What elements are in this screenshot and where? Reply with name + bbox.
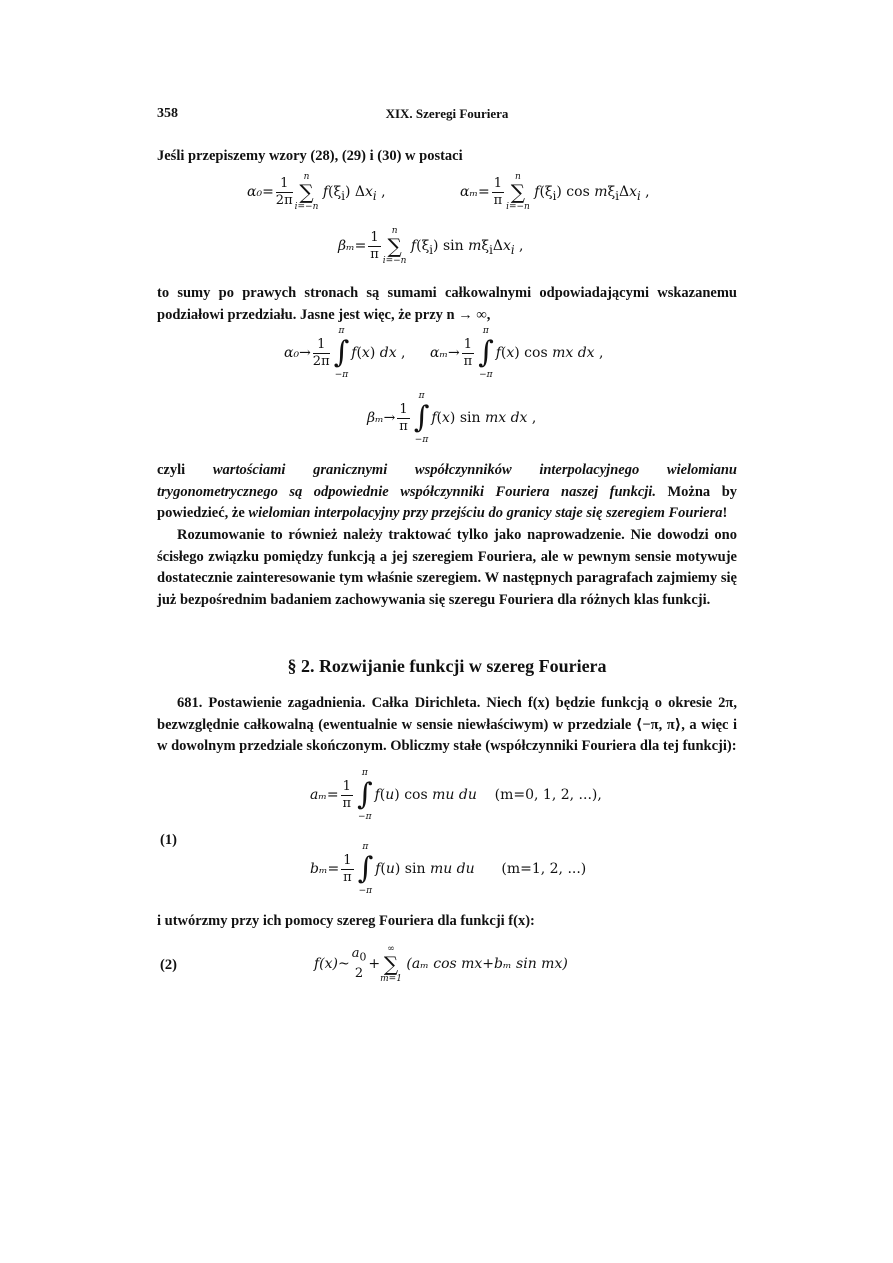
- betam-lhs: βₘ=: [338, 238, 367, 254]
- formula-fourier-series: f(x)~ $a_0$ 2 + ∞ ∑ m=1 (aₘ cos mx+bₘ sin mx): [314, 944, 568, 984]
- series-rhs: (aₘ cos mx+bₘ sin mx): [406, 956, 568, 972]
- bm-condition: (m=1, 2, ...): [501, 861, 587, 877]
- bm-lhs: bₘ=: [310, 861, 340, 877]
- p681-heading: 681. Postawienie zagadnienia. Całka Dirichleta.: [177, 695, 481, 711]
- section-title: § 2. Rozwijanie funkcji w szereg Fouriera: [287, 656, 607, 676]
- intro-paragraph: Jeśli przepiszemy wzory (28), (29) i (30) w postaci: [157, 148, 463, 164]
- page-header: [157, 106, 737, 126]
- running-title: XIX. Szeregi Fouriera: [385, 106, 509, 121]
- betam-arrow: βₘ→: [367, 410, 396, 426]
- page-number: 358: [157, 106, 178, 121]
- eq2-label: (2): [160, 957, 177, 973]
- series-lhs: f(x)~: [314, 956, 350, 972]
- am-lhs: aₘ=: [310, 787, 339, 803]
- rozumowanie-paragraph: Rozumowanie to również należy traktować tylko jako naprowadzenie. Nie dowodzi ono ścisłego związku pomiędzy funkcją a jej szeregiem Fouriera, ale w pewnym sensie motywuje dostatecznie zainteresowanie tym właśnie szeregiem. W następnych paragrafach zajmiemy się już bezpośrednim badaniem zachowywania się szeregu Fouriera dla różnych klas funkcji.: [157, 527, 737, 609]
- czyli-paragraph: czyli wartościami granicznymi współczynników interpolacyjnego wielomianu trygonometrycznego są odpowiednie współczynniki Fouriera naszej funkcji. Można by powiedzieć, że wielomian interpolacyjny przy przejściu do granicy staje się szeregiem Fouriera!: [157, 462, 738, 522]
- formula-betam-limit: βₘ→ $\frac{1}{\pi}$ π ∫ −π f(x) sin mx dx ,: [367, 391, 537, 445]
- alpha0-arrow: α₀→: [284, 345, 311, 361]
- formula-alpha0-limit: α₀→ $\frac{1}{2\pi}$ π ∫ −π f(x) dx ,: [284, 326, 406, 380]
- am-condition: (m=0, 1, 2, ...),: [494, 787, 602, 803]
- sums-paragraph: to sumy po prawych stronach są sumami całkowalnymi odpowiadającymi wskazanemu podziałowi przedziału. Jasne jest więc, że przy n → ∞,: [157, 285, 737, 323]
- formula-alpha0-sum: α₀= $\frac{1}{2\pi}$ n ∑ i=−n $f(\xi_i)$ $\Delta x_i$ ,: [247, 172, 386, 212]
- p681-paragraph: 681. Postawienie zagadnienia. Całka Dirichleta. Niech f(x) będzie funkcją o okresie 2π, bezwzględnie całkowalną (ewentualnie w sensie niewłaściwym) w przedziale ⟨−π, π⟩, a więc i w dowolnym przedziale skończonym. Obliczmy stałe (współczynniki Fouriera dla tej funkcji):: [157, 695, 737, 755]
- alpham-arrow: αₘ→: [430, 345, 460, 361]
- alpha0-lhs: α₀=: [247, 184, 274, 200]
- formula-alpham-limit: αₘ→ $\frac{1}{\pi}$ π ∫ −π f(x) cos mx dx ,: [430, 326, 604, 380]
- alpham-lhs: αₘ=: [460, 184, 490, 200]
- formula-am: aₘ= $\frac{1}{\pi}$ π ∫ −π f(u) cos mu du (m=0, 1, 2, ...),: [310, 768, 602, 822]
- formula-alpham-sum: αₘ= $\frac{1}{\pi}$ n ∑ i=−n $f(\xi_i)$ $\cos m\xi_i\Delta x_i$ ,: [460, 172, 650, 212]
- utworzmy-paragraph: i utwórzmy przy ich pomocy szereg Fouriera dla funkcji f(x):: [157, 913, 535, 929]
- formula-bm: bₘ= $\frac{1}{\pi}$ π ∫ −π f(u) sin mu du (m=1, 2, ...): [310, 842, 587, 896]
- formula-betam-sum: βₘ= $\frac{1}{\pi}$ n ∑ i=−n $f(\xi_i)$ $\sin m\xi_i\Delta x_i$ ,: [338, 226, 524, 266]
- eq1-label: (1): [160, 832, 177, 848]
